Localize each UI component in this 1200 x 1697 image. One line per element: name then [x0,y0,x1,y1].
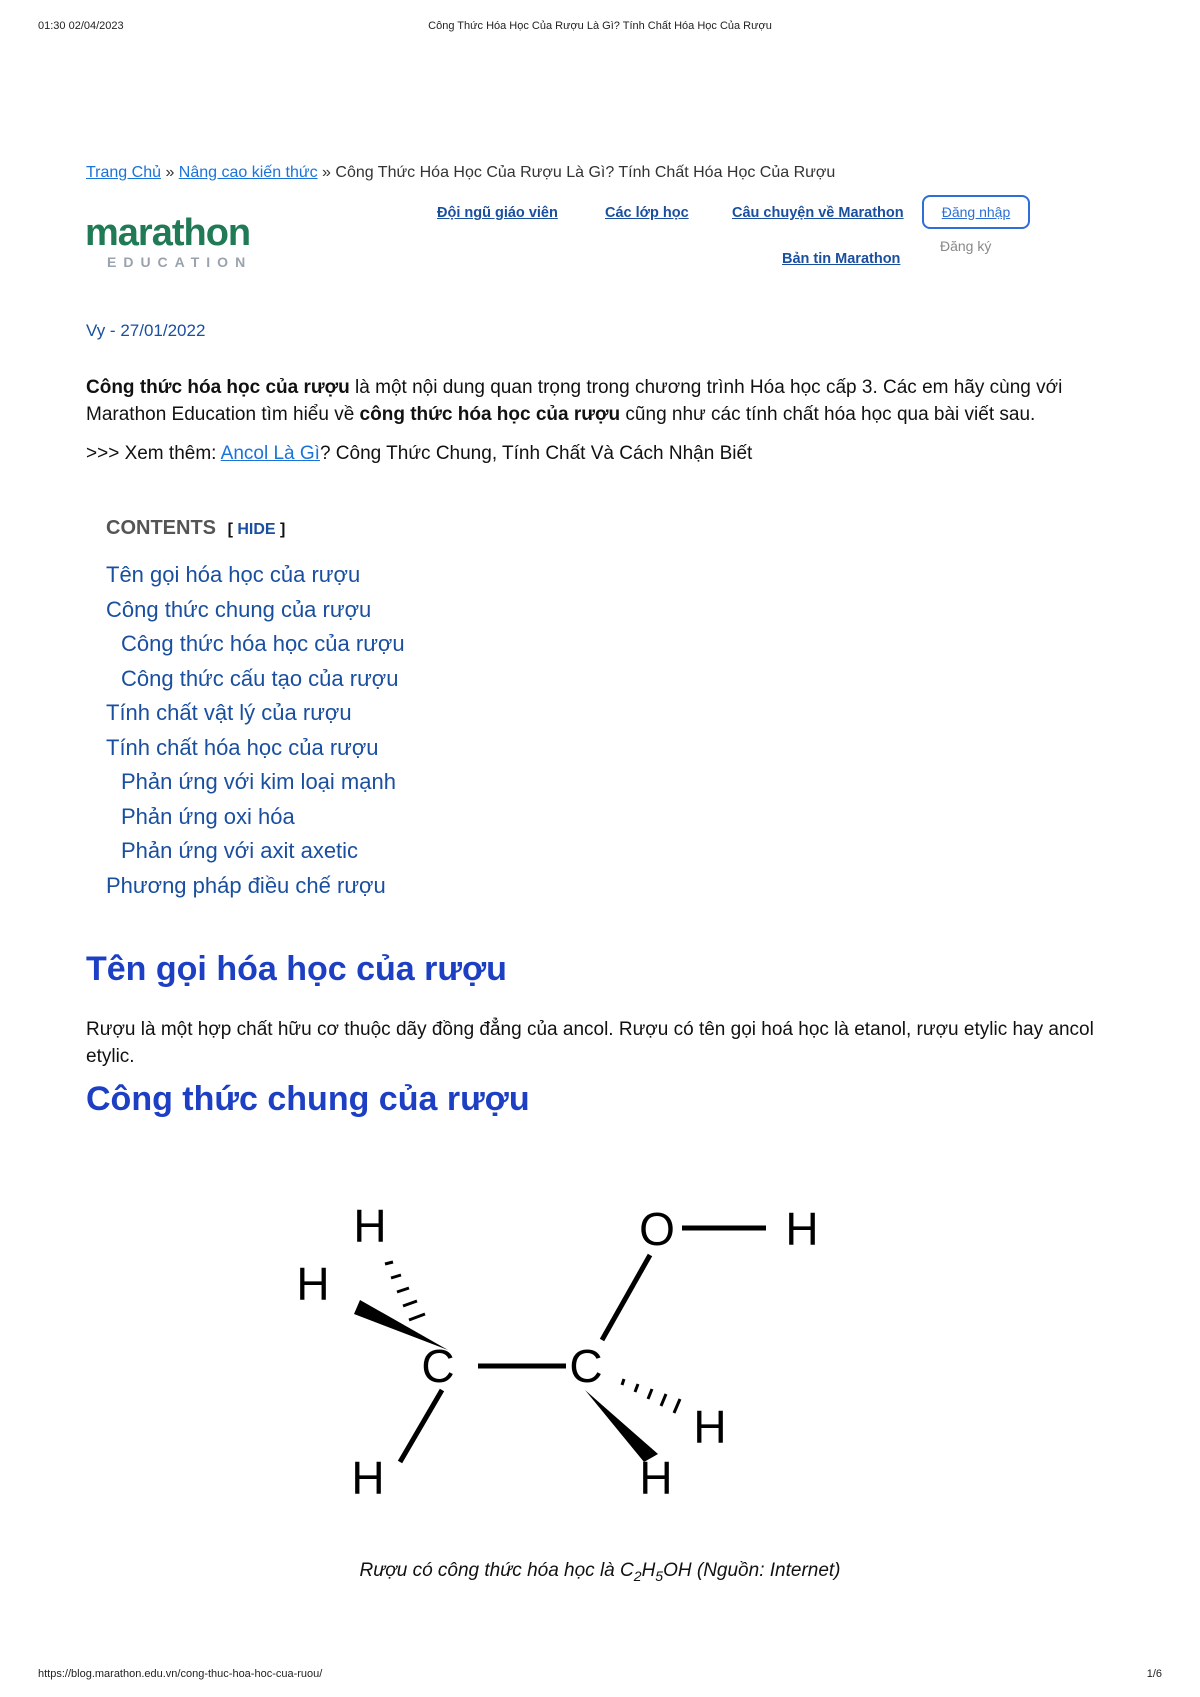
toc-title: CONTENTS [106,517,216,539]
section-heading-ten-goi: Tên gọi hóa học của rượu [86,950,507,988]
toc-open-bracket: [ [227,521,238,538]
caption-subscript-5: 5 [655,1567,664,1584]
see-more-line [86,443,1126,465]
toc-item-cong-thuc-cau-tao[interactable]: Công thức cấu tạo của rượu [121,666,399,691]
toc-item-ten-goi[interactable]: Tên gọi hóa học của rượu [106,562,361,587]
intro-bold-1: Công thức hóa học của rượu [86,377,350,398]
caption-prefix: Rượu có công thức hóa học là C [359,1560,634,1581]
atom-o: O [639,1203,675,1255]
print-footer [0,1668,1200,1686]
section-paragraph-ten-goi: Rượu là một hợp chất hữu cơ thuộc dãy đồng đẳng của ancol. Rượu có tên gọi hoá học là etanol, rượu etylic hay ancol etylic. [86,1019,1094,1067]
toc-item-tinh-chat-hoa-hoc[interactable]: Tính chất hóa học của rượu [106,735,379,760]
section-heading-cong-thuc-chung: Công thức chung của rượu [86,1080,530,1118]
bond-c1-h-bottom [400,1390,442,1462]
caption-h: H [641,1560,656,1581]
print-url: https://blog.marathon.edu.vn/cong-thuc-hoa-hoc-cua-ruou/ [38,1668,323,1680]
print-header [0,20,1200,38]
atom-h-bottom-right: H [639,1452,673,1504]
toc-item-phan-ung-kim-loai[interactable]: Phản ứng với kim loại mạnh [121,769,396,794]
toc-hide-toggle[interactable] [228,521,286,538]
intro-bold-2: công thức hóa học của rượu [359,404,621,425]
nav-teachers-link[interactable]: Đội ngũ giáo viên [437,205,558,221]
atom-h-right: H [693,1401,727,1453]
toc-item-phan-ung-axit[interactable]: Phản ứng với axit axetic [121,838,359,863]
hashed-bond-c2-h-right [622,1379,680,1413]
breadcrumb-category-link[interactable]: Nâng cao kiến thức [178,164,318,181]
nav-classes-link[interactable]: Các lớp học [605,205,689,221]
toc-item-dieu-che[interactable]: Phương pháp điều chế rượu [106,873,386,898]
caption-suffix: OH (Nguồn: Internet) [663,1560,841,1581]
atom-h-bottom-left: H [351,1452,385,1504]
atom-c2: C [569,1340,603,1392]
toc-close-bracket: ] [275,521,286,538]
register-link[interactable]: Đăng ký [940,238,992,254]
atom-h-top-left: H [353,1200,387,1252]
see-more-suffix: ? Công Thức Chung, Tính Chất Và Cách Nhận Biết [319,443,753,464]
author-date-byline: Vy - 27/01/2022 [86,321,206,340]
marathon-logo[interactable] [85,213,265,273]
bond-c-o [602,1255,650,1340]
toc-item-tinh-chat-vat-ly[interactable]: Tính chất vật lý của rượu [106,700,352,725]
figure-caption [0,1560,1200,1584]
logo-subtitle: EDUCATION [107,254,253,270]
caption-subscript-2: 2 [633,1567,642,1584]
print-page-title: Công Thức Hóa Học Của Rượu Là Gì? Tính Chất Hóa Học Của Rượu [428,20,772,32]
see-more-link[interactable]: Ancol Là Gì [220,443,320,464]
nav-story-link[interactable]: Câu chuyện về Marathon [732,205,904,221]
toc-header [106,517,285,540]
print-page-number: 1/6 [1146,1668,1162,1680]
intro-paragraph [86,374,1126,428]
intro-text-2: cũng như các tính chất hóa học qua bài viết sau. [620,404,1036,425]
breadcrumb [86,164,1136,182]
toc-item-phan-ung-oxi-hoa[interactable]: Phản ứng oxi hóa [121,804,295,829]
breadcrumb-home-link[interactable]: Trang Chủ [86,164,161,181]
ethanol-structure-diagram [296,1180,910,1540]
breadcrumb-current: Công Thức Hóa Học Của Rượu Là Gì? Tính Chất Hóa Học Của Rượu [335,164,836,181]
print-timestamp: 01:30 02/04/2023 [38,20,124,32]
nav-news-link[interactable]: Bản tin Marathon [782,251,901,267]
login-button[interactable]: Đăng nhập [922,195,1030,229]
intro-text-1: là một nội dung quan trọng trong chương trình Hóa học cấp 3. Các em hãy cùng với Marathon Education tìm hiểu về [86,377,1063,425]
toc-hide-label[interactable]: HIDE [237,521,276,538]
toc-item-cong-thuc-chung[interactable]: Công thức chung của rượu [106,597,372,622]
hashed-bond-c1-h-top [385,1262,425,1320]
atom-c1: C [421,1340,455,1392]
see-more-prefix: >>> Xem thêm: [86,443,221,464]
breadcrumb-separator: » [161,164,179,181]
toc-item-cong-thuc-hoa-hoc[interactable]: Công thức hóa học của rượu [121,631,405,656]
atom-h-left: H [296,1258,330,1310]
atom-h-hydroxyl: H [785,1203,819,1255]
breadcrumb-separator: » [317,164,336,181]
logo-wordmark: marathon [85,212,251,254]
